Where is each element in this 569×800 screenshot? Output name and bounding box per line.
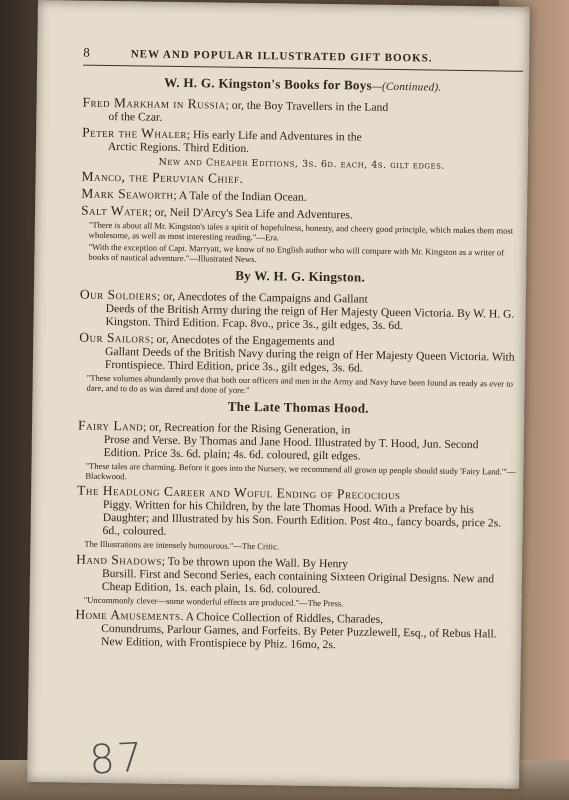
book-subtitle: . A Choice Collection of Riddles, Charades,: [180, 610, 384, 626]
section-heading: By W. H. G. Kingston.: [235, 267, 366, 285]
review-quote: "With the exception of Capt. Marryatt, we know of no English author who will compare with Mr. Kingston as a writer of books of nautical adventure."—Illustrated News.: [88, 241, 505, 264]
book-page: [27, 0, 530, 789]
book-entry: [76, 552, 517, 598]
book-entry: [82, 126, 522, 159]
book-title: Peter the Whaler: [82, 124, 188, 142]
section-heading: The Late Thomas Hood.: [227, 398, 370, 416]
page-number: 8: [83, 44, 91, 60]
book-title: Salt Water: [80, 202, 149, 219]
book-title: Our Sailors: [79, 329, 151, 346]
handwritten-note: 87: [88, 734, 146, 784]
book-subtitle: ; A Tale of the Indian Ocean.: [173, 188, 307, 204]
book-subtitle: ; or, the Boy Travellers in the Land: [225, 98, 389, 114]
book-title: Fred Markham in Russia: [82, 94, 226, 112]
book-details: Conundrums, Parlour Games, and Forfeits. By Peter Puzzlewell, Esq., of Rebus Hall. New Edition, with Frontispiece by Phiz. 16mo, 2s.: [100, 621, 497, 652]
review-quote: "These tales are charming. Before it goes into the Nursery, we recommend all grown up people should study 'Fairy Land.'"—Blackwood.: [85, 460, 516, 481]
book-details: Bursill. First and Second Series, each containing Sixteen Original Designs. New and Cheap Edition, 1s. each plain, 1s. 6d. coloured.: [101, 566, 495, 596]
review-quote: "Uncommonly clever—some wonderful effects are produced."—The Press.: [83, 594, 344, 608]
book-details: Prose and Verse. By Thomas and Jane Hood. Illustrated by T. Hood, Jun. Second Edition. Price 3s. 6d. plain; 4s. 6d. coloured, gilt edges.: [103, 432, 479, 463]
book-title: Home Amusements: [75, 606, 181, 624]
book-entry: [79, 331, 520, 377]
review-quote: The Illustrations are intensely humourous."—The Critic.: [84, 538, 280, 552]
book-subtitle: ; or, Neil D'Arcy's Sea Life and Adventures.: [148, 205, 353, 222]
book-entry: [77, 484, 518, 543]
book-title: Mark Seaworth: [81, 185, 174, 202]
book-title: Fairy Land: [77, 417, 144, 434]
running-head-title: NEW AND POPULAR ILLUSTRATED GIFT BOOKS.: [130, 48, 433, 65]
book-details: of the Czar.: [108, 109, 163, 124]
book-subtitle: ; or, Anecdotes of the Campaigns and Gallant: [156, 289, 368, 306]
section-heading-suffix: —(Continued).: [371, 80, 442, 94]
book-subtitle: ; or, Recreation for the Rising Generation, in: [143, 420, 351, 437]
section-heading-text: W. H. G. Kingston's Books for Boys: [164, 74, 373, 93]
book-details: Gallant Deeds of the British Navy during the reign of Her Majesty Queen Victoria. With Frontispiece. Third Edition, price 3s., gilt edges, 3s. 6d.: [104, 344, 515, 375]
book-title: Manco, the Peruvian Chief.: [81, 168, 244, 186]
book-entry: [82, 96, 522, 129]
running-head: [83, 45, 523, 72]
book-entry: [79, 288, 520, 334]
book-details: Deeds of the British Army during the reign of Her Majesty Queen Victoria. By W. H. G. Kingston. Third Edition. Fcap. 8vo., price 3s., gilt edges, 3s. 6d.: [105, 301, 515, 333]
book-entry: [78, 419, 519, 465]
review-quote: "There is about all Mr. Kingston's tales a spirit of hopefulness, honesty, and cheery good principle, which makes them most wholesome, as well as most interesting reading."—Era.: [88, 219, 514, 242]
book-details: Piggy. Written for his Children, by the late Thomas Hood. With a Preface by his Daughter; and Illustrated by his Son. Fourth Edition. Post 4to., fancy boards, price 2s. 6d., coloured.: [102, 497, 502, 538]
page-content: [75, 45, 523, 657]
book-details: Arctic Regions. Third Edition.: [107, 139, 250, 155]
book-title: Our Soldiers: [79, 286, 158, 303]
book-subtitle: ; or, Anecdotes of the Engagements and: [150, 332, 335, 349]
section-heading: [83, 74, 523, 96]
review-quote: "These volumes abundantly prove that both our officers and men in the Army and Navy have been found as ready as ever to dare, and to do as was dared and done of yore.": [86, 372, 513, 395]
book-title: Hand Shadows: [76, 551, 162, 568]
book-title: The Headlong Career and Woful Ending of Precocious: [77, 482, 401, 503]
book-subtitle: ; His early Life and Adventures in the: [186, 128, 362, 144]
book-subtitle: ; To be thrown upon the Wall. By Henry: [161, 554, 349, 570]
book-entry: [75, 608, 516, 654]
edition-note: New and Cheaper Editions, 3s. 6d. each, 4s. gilt edges.: [158, 156, 446, 172]
